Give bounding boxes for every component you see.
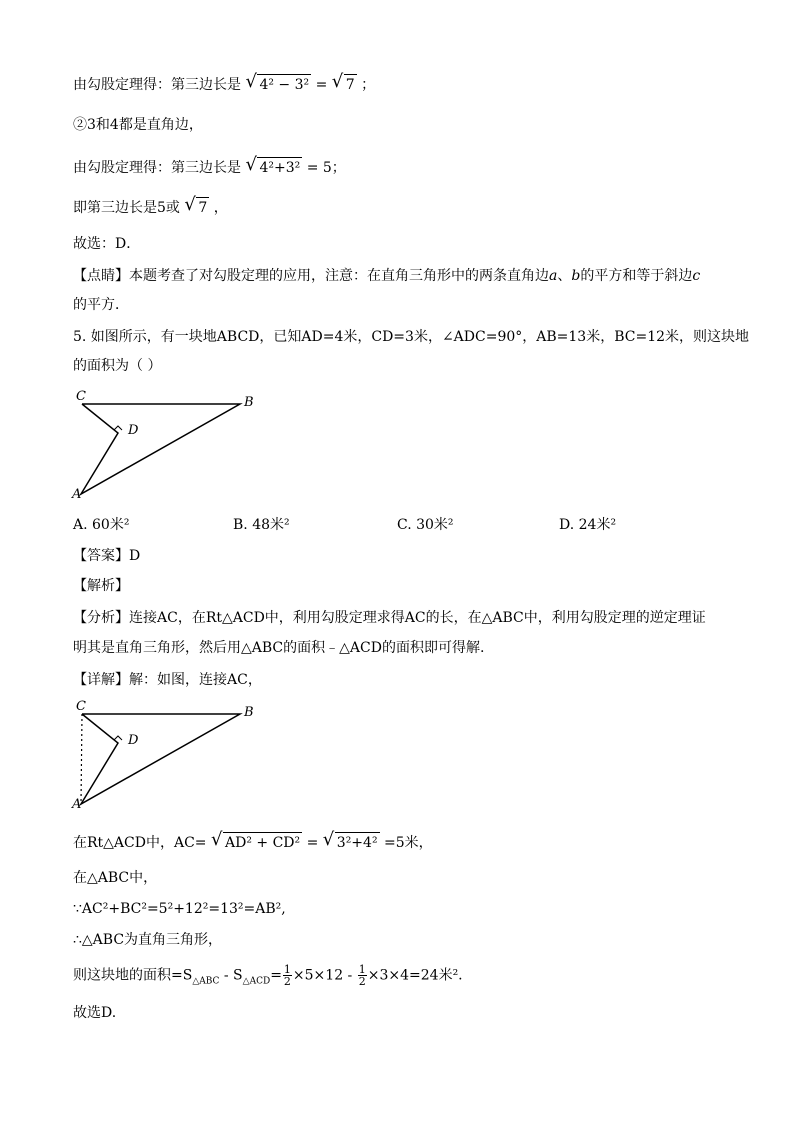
solution-line bbox=[73, 829, 433, 853]
sqrt-expression: √ 4² − 3² bbox=[245, 71, 310, 93]
var-c: c bbox=[692, 268, 701, 284]
radicand: 7 bbox=[196, 197, 209, 218]
numerator: 1 bbox=[283, 963, 291, 976]
text: 、 bbox=[557, 268, 572, 284]
solution-line: 在△ABC中， bbox=[73, 870, 158, 886]
text-line: 的平方． bbox=[73, 297, 129, 313]
radicand: 4²+3² bbox=[257, 157, 302, 178]
text: 即第三边长是5或 bbox=[73, 200, 180, 216]
text: 在Rt△ACD中，AC= bbox=[73, 835, 207, 851]
text: 的平方和等于斜边 bbox=[580, 268, 693, 284]
label-b: B bbox=[244, 705, 254, 720]
radicand: 7 bbox=[344, 74, 357, 95]
text: =5米， bbox=[384, 835, 433, 851]
question-line: 的面积为（ ） bbox=[73, 358, 162, 374]
equals: = bbox=[315, 77, 328, 93]
radicand: AD² + CD² bbox=[223, 832, 302, 853]
label-b: B bbox=[244, 395, 254, 410]
right-angle-mark bbox=[114, 426, 122, 430]
radicand: 4² − 3² bbox=[257, 74, 311, 95]
text: 【点睛】本题考查了对勾股定理的应用，注意：在直角三角形中的两条直角边 bbox=[73, 268, 549, 284]
radicand: 3²+4² bbox=[335, 832, 380, 853]
detail-line: 【详解】解：如图，连接AC， bbox=[73, 672, 262, 688]
text: ， bbox=[213, 200, 228, 216]
text: ； bbox=[361, 77, 376, 93]
answer-line: 【答案】D bbox=[73, 548, 141, 564]
label-d: D bbox=[128, 423, 139, 438]
label-c: C bbox=[76, 699, 86, 714]
denominator: 2 bbox=[283, 975, 291, 988]
text: - S bbox=[219, 967, 243, 984]
analysis-line: 明其是直角三角形，然后用△ABC的面积﹣△ACD的面积即可得解. bbox=[73, 640, 485, 656]
solution-line: ∵AC²+BC²=5²+12²=13²=AB², bbox=[73, 901, 286, 917]
text: 则这块地的面积=S bbox=[73, 967, 193, 984]
var-b: b bbox=[571, 268, 581, 284]
subscript: △ACD bbox=[242, 976, 271, 987]
var-a: a bbox=[549, 268, 558, 284]
label-c: C bbox=[76, 389, 86, 404]
dashed-diagonal-ac bbox=[81, 714, 82, 804]
choice-d: D. 24米² bbox=[559, 517, 617, 533]
text: = 5； bbox=[306, 160, 346, 176]
label-d: D bbox=[128, 733, 139, 748]
shape-outline bbox=[81, 404, 240, 494]
sqrt-result: √ 7 bbox=[331, 71, 355, 93]
equals: = bbox=[306, 835, 319, 851]
text: ×3×4=24米². bbox=[367, 967, 463, 984]
label-a: A bbox=[72, 797, 82, 811]
text-line: ②3和4都是直角边， bbox=[73, 117, 203, 133]
label-a: A bbox=[72, 487, 82, 501]
figure-quadrilateral bbox=[70, 386, 270, 501]
analysis-line: 【分析】连接AC，在Rt△ACD中，利用勾股定理求得AC的长，在△ABC中，利用勾股定理的逆定理证 bbox=[73, 610, 706, 626]
figure-quadrilateral-with-diagonal bbox=[70, 696, 270, 811]
text-line bbox=[73, 154, 346, 178]
numerator: 1 bbox=[358, 963, 366, 976]
sqrt-expression: √ 4²+3² bbox=[245, 154, 301, 176]
solution-line: ∴△ABC为直角三角形， bbox=[73, 932, 223, 948]
choice-b: B. 48米² bbox=[233, 517, 290, 533]
solution-line: 故选D. bbox=[73, 1005, 117, 1021]
sqrt-expression: √ 3²+4² bbox=[322, 829, 378, 851]
text-line bbox=[73, 71, 376, 95]
fraction bbox=[358, 964, 367, 987]
text: 由勾股定理得：第三边长是 bbox=[73, 77, 241, 93]
right-angle-mark bbox=[114, 736, 122, 740]
solution-line bbox=[73, 964, 463, 987]
text-line: 故选：D． bbox=[73, 236, 141, 252]
sqrt-expression: √ 7 bbox=[184, 194, 208, 216]
text: 由勾股定理得：第三边长是 bbox=[73, 160, 241, 176]
choice-c: C. 30米² bbox=[397, 517, 454, 533]
denominator: 2 bbox=[358, 975, 366, 988]
question-line: 5. 如图所示，有一块地ABCD，已知AD=4米，CD=3米，∠ADC=90°，AB=13米，BC=12米，则这块地 bbox=[73, 329, 750, 345]
text-line bbox=[73, 266, 700, 286]
fraction bbox=[283, 964, 292, 987]
text-line bbox=[73, 194, 228, 218]
subscript: △ABC bbox=[192, 976, 220, 987]
shape-outline bbox=[81, 714, 240, 804]
choice-a: A. 60米² bbox=[73, 517, 130, 533]
text: ×5×12 - bbox=[292, 967, 357, 984]
analysis-heading: 【解析】 bbox=[73, 578, 129, 594]
sqrt-expression: √ AD² + CD² bbox=[211, 829, 301, 851]
equals: = bbox=[270, 967, 282, 984]
